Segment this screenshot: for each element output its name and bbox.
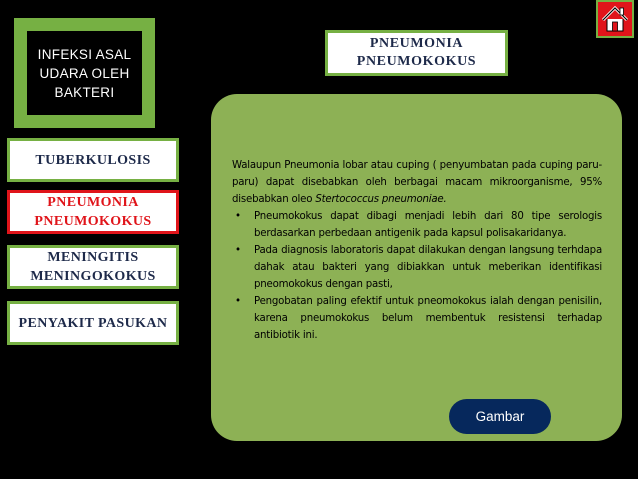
page-title: PNEUMONIA PNEUMOKOKUS xyxy=(325,30,508,76)
bullet-list xyxy=(232,208,602,344)
intro-paragraph xyxy=(232,157,602,208)
gambar-button[interactable]: Gambar xyxy=(449,399,551,434)
nav-button-pneumonia-pneumokokus[interactable]: PNEUMONIA PNEUMOKOKUS xyxy=(7,190,179,234)
home-icon xyxy=(600,4,630,34)
nav-button-penyakit-pasukan[interactable]: PENYAKIT PASUKAN xyxy=(7,301,179,345)
sidebar-title: INFEKSI ASAL UDARA OLEH BAKTERI xyxy=(27,31,142,115)
nav-button-tuberkulosis[interactable]: TUBERKULOSIS xyxy=(7,138,179,182)
list-item xyxy=(232,293,602,344)
list-item-text: Pada diagnosis laboratoris dapat dilakukan dengan langsung terhdapa dahak atau bakteri yang dibiakkan untuk meberikan identifikasi pneomokokus dengan pasti, xyxy=(254,245,602,290)
bullet-icon: • xyxy=(235,245,241,256)
bullet-icon: • xyxy=(235,296,241,307)
intro-italic-species: Stertococcus pneumoniae. xyxy=(315,194,447,205)
sidebar-title-box xyxy=(14,18,155,128)
list-item xyxy=(232,242,602,293)
list-item-text: Pengobatan paling efektif untuk pneomokokus ialah dengan penisilin, karena pneumokokus belum membentuk resistensi terhadap antibiotik ini. xyxy=(254,296,602,341)
bullet-icon: • xyxy=(235,211,241,222)
intro-text: Walaupun Pneumonia lobar atau cuping ( penyumbatan pada cuping paru-paru) dapat disebabkan oleh berbagai macam mikroorganisme, 95% disebabkan oleo xyxy=(232,160,602,205)
content-body xyxy=(232,157,602,344)
home-button[interactable] xyxy=(596,0,634,38)
list-item-text: Pneumokokus dapat dibagi menjadi lebih dari 80 tipe serologis berdasarkan perbedaan antigenik pada kapsul polisakaridanya. xyxy=(254,211,602,239)
nav-button-meningitis-meningokokus[interactable]: MENINGITIS MENINGOKOKUS xyxy=(7,245,179,289)
list-item xyxy=(232,208,602,242)
